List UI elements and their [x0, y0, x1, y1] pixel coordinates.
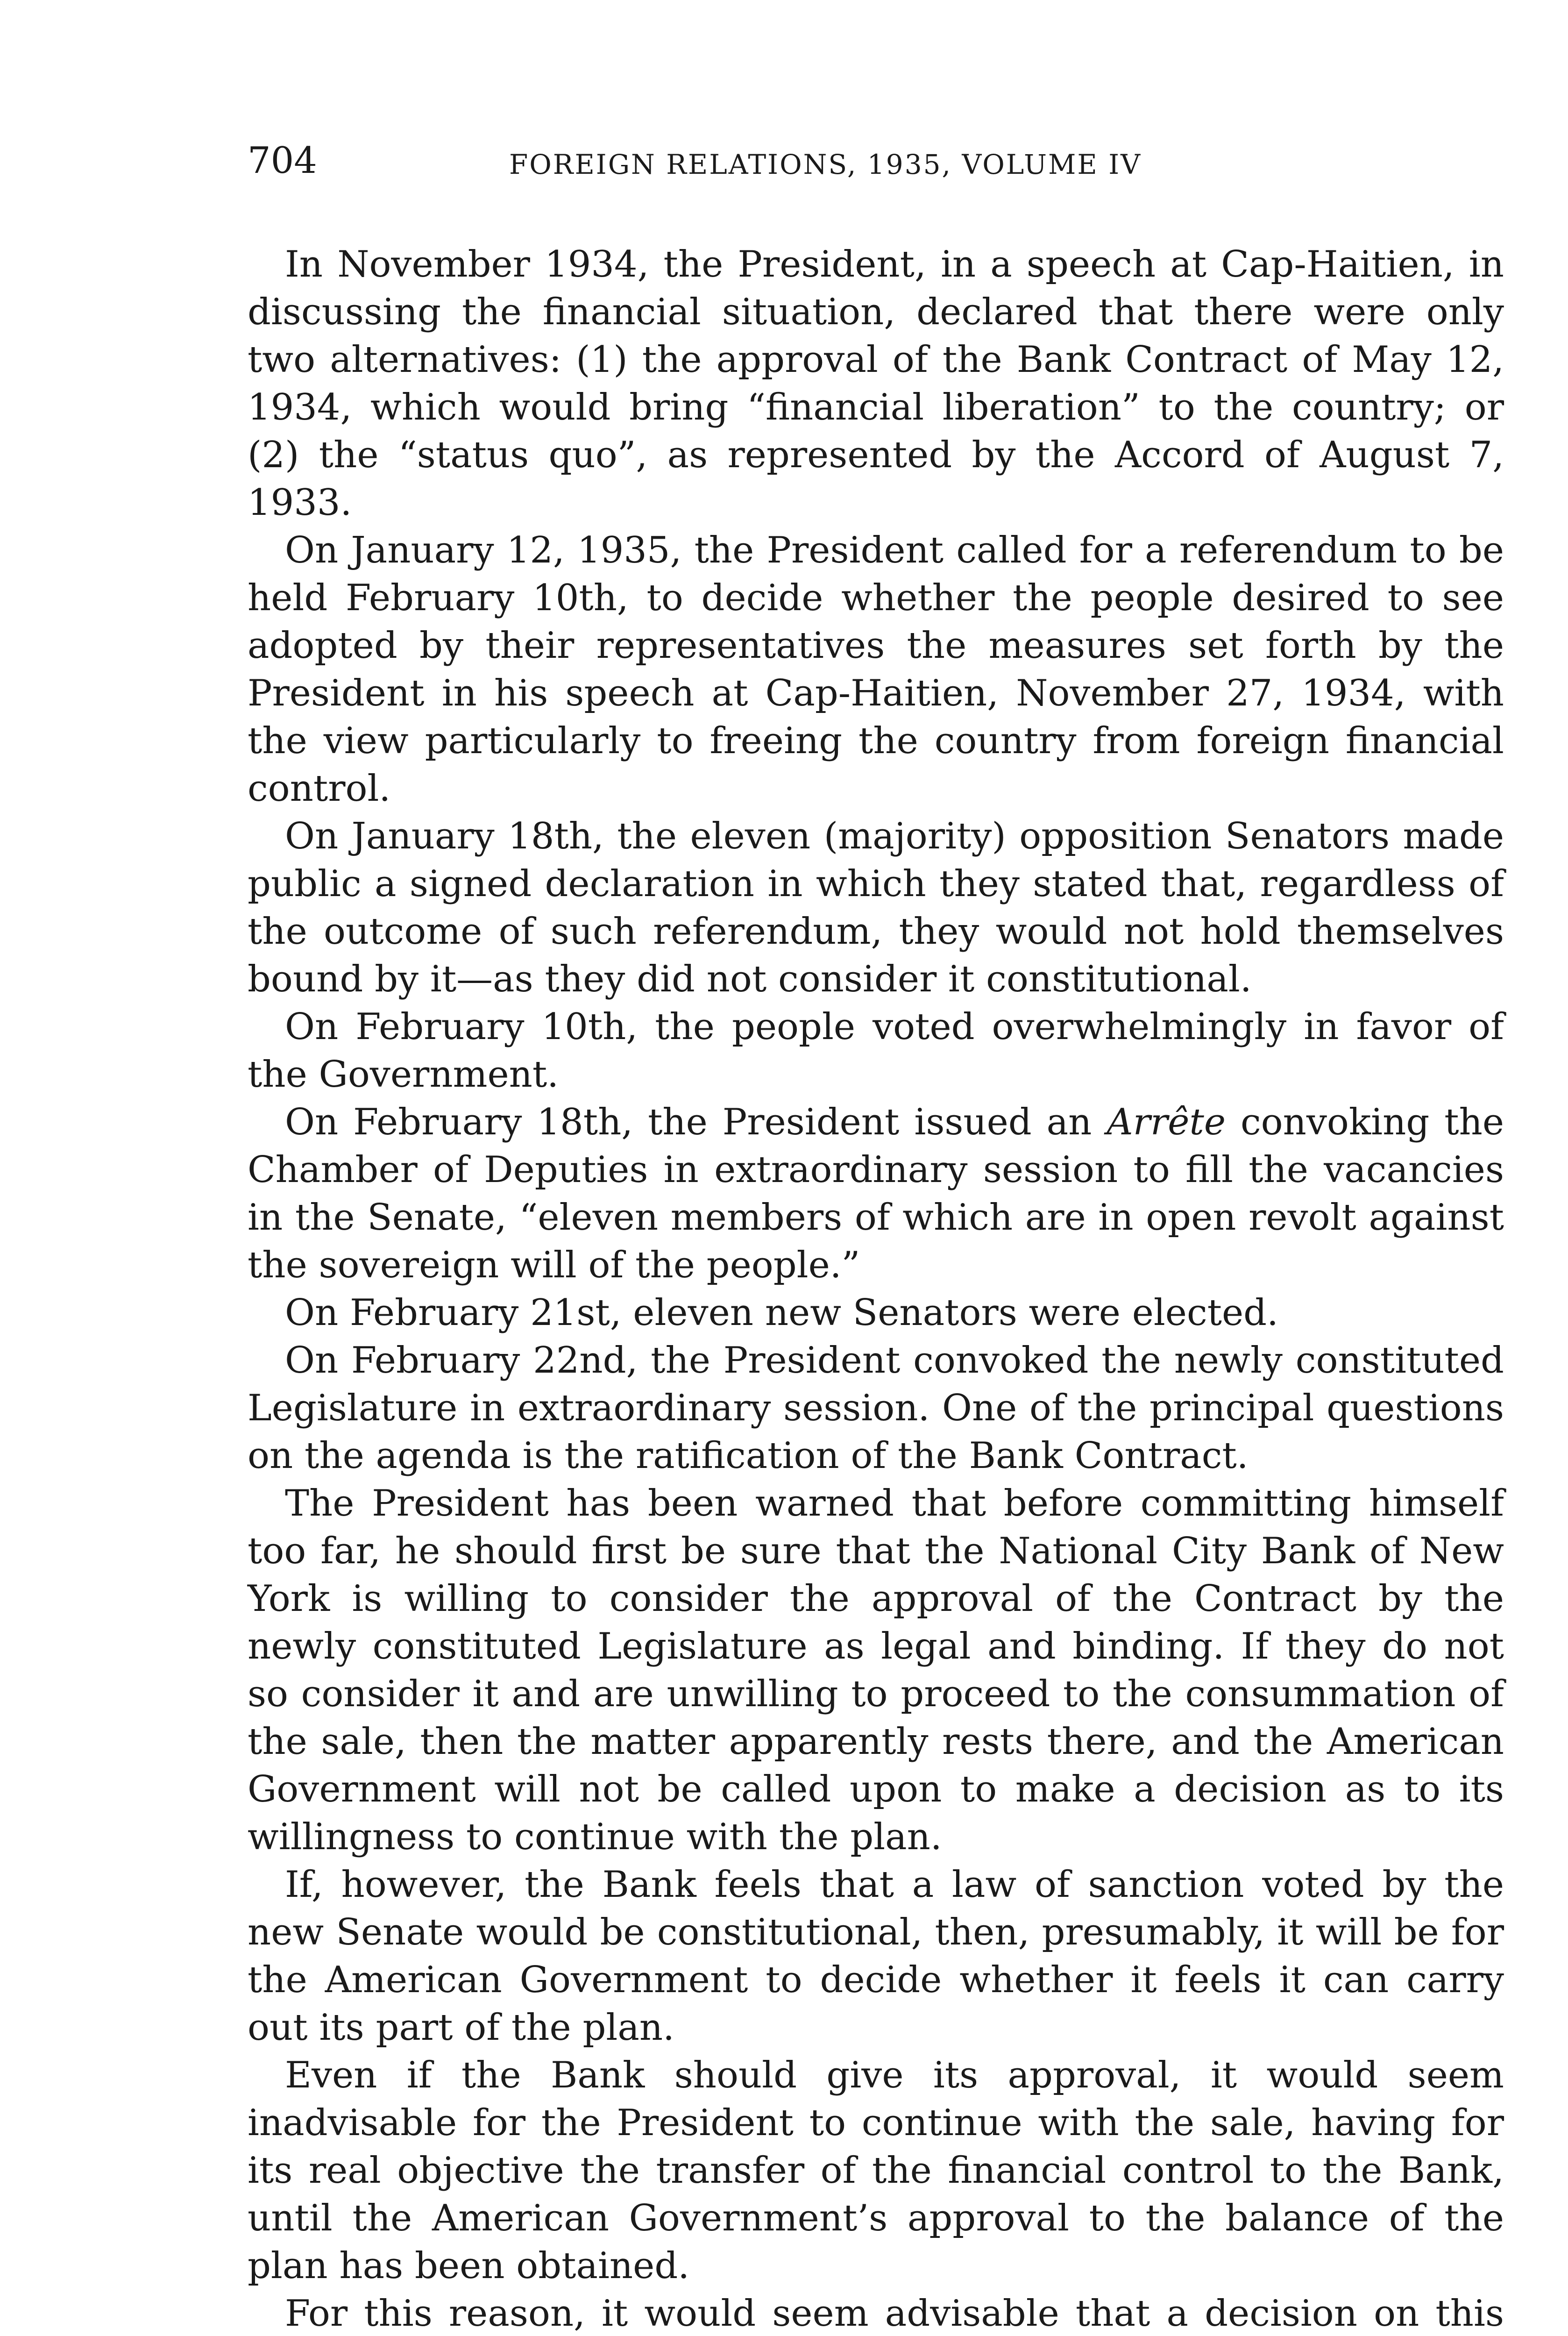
paragraph — [248, 1098, 1504, 1289]
italic-term: Arrête — [1107, 1101, 1226, 1143]
page-number: 704 — [248, 140, 317, 182]
paragraph: On January 12, 1935, the President called for a referendum to be held February 10th, to decide whether the people desired to see adopted by their representatives the measures set forth by the President in his speech at Cap-Haitien, November 27, 1934, with the view particularly to freeing the country from foreign financial control. — [248, 529, 1504, 810]
paragraph: On January 18th, the eleven (majority) opposition Senators made public a signed declaration in which they stated that, regardless of the outcome of such referendum, they would not hold themselves bound by it—as they did not consider it constitutional. — [248, 815, 1504, 1000]
paragraph: On February 22nd, the President convoked the newly constituted Legislature in extraordinary session. One of the principal questions on the agenda is the ratification of the Bank Contract. — [248, 1339, 1504, 1477]
body-text — [248, 241, 1504, 2336]
page-content — [248, 142, 1504, 2336]
paragraph: In November 1934, the President, in a speech at Cap-Haitien, in discussing the financial situation, declared that there were only two alternatives: (1) the approval of the Bank Contract of May 12, 1934, which would bring “financial liberation” to the country; or (2) the “status quo”, as represented by the Accord of August 7, 1933. — [248, 243, 1504, 524]
paragraph: If, however, the Bank feels that a law of sanction voted by the new Senate would be constitutional, then, presumably, it will be for the American Government to decide whether it feels it can carry out its part of the plan. — [248, 1864, 1504, 2049]
paragraph-text: On February 18th, the President issued an — [285, 1101, 1107, 1143]
page-header — [248, 142, 1504, 203]
paragraph: On February 21st, eleven new Senators were elected. — [285, 1292, 1278, 1334]
paragraph: The President has been warned that before committing himself too far, he should first be sure that the National City Bank of New York is willing to consider the approval of the Contract by the newly constituted Legislature as legal and binding. If they do not so consider it and are unwilling to proceed to the consummation of the sale, then the matter apparently rests there, and the American Government will not be called upon to make a decision as to its willingness to continue with the plan. — [248, 1482, 1504, 1858]
paragraph-text: convoking the Chamber of Deputies in extraordinary session to fill the vacancies in the Senate, “eleven members of which are in open revolt against the sovereign will of the people.” — [248, 1101, 1504, 1286]
paragraph: Even if the Bank should give its approval, it would seem inadvisable for the President to continue with the sale, having for its real objective the transfer of the financial control to the Bank, until the American Government’s approval to the balance of the plan has been obtained. — [248, 2054, 1504, 2287]
paragraph: On February 10th, the people voted overwhelmingly in favor of the Government. — [248, 1006, 1504, 1096]
running-head: FOREIGN RELATIONS, 1935, VOLUME IV — [509, 149, 1142, 180]
paragraph: For this reason, it would seem advisable that a decision on this — [285, 2293, 1504, 2335]
